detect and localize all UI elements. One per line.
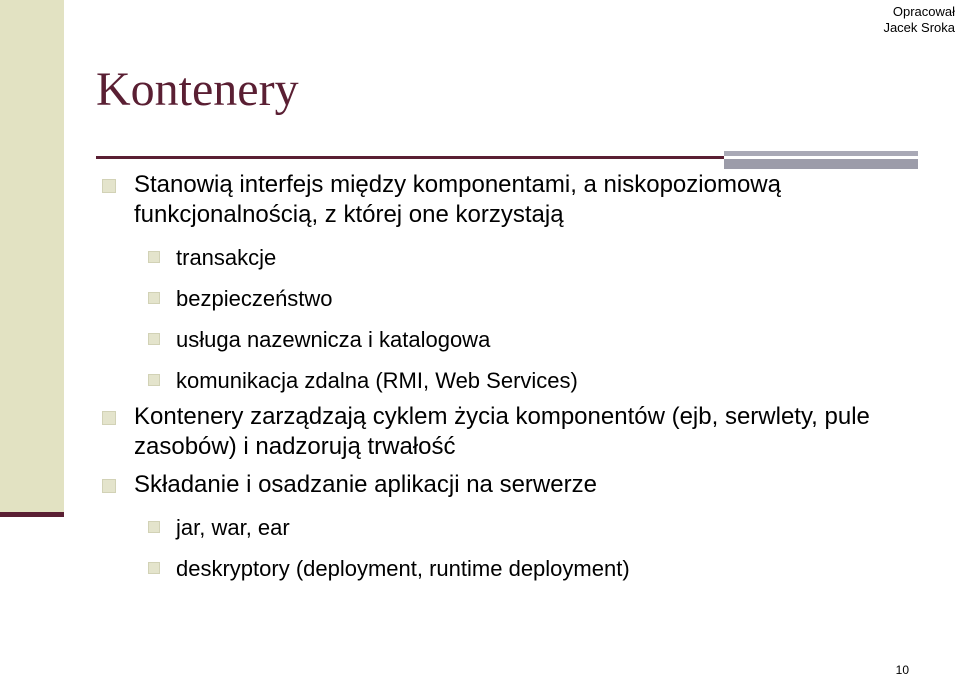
- sub-bullet-text: deskryptory (deployment, runtime deployment): [176, 556, 630, 581]
- square-bullet-icon: [148, 333, 160, 345]
- sub-bullet-item: [96, 367, 946, 394]
- square-bullet-icon: [102, 479, 116, 493]
- side-bar: [0, 0, 64, 516]
- side-bar-accent: [0, 512, 64, 517]
- square-bullet-icon: [148, 374, 160, 386]
- square-bullet-icon: [102, 179, 116, 193]
- sub-bullet-text: komunikacja zdalna (RMI, Web Services): [176, 368, 578, 393]
- square-bullet-icon: [102, 411, 116, 425]
- author-line-2: Jacek Sroka: [883, 20, 955, 35]
- sub-bullet-text: transakcje: [176, 245, 277, 270]
- title-underline-band: [724, 151, 918, 169]
- sub-bullet-item: [96, 514, 946, 541]
- square-bullet-icon: [148, 292, 160, 304]
- author-credit: [883, 4, 955, 36]
- bullet-text: Kontenery zarządzają cyklem życia komponentów (ejb, serwlety, pule zasobów) i nadzorują trwałość: [134, 403, 870, 460]
- sub-bullet-text: bezpieczeństwo: [176, 286, 333, 311]
- square-bullet-icon: [148, 521, 160, 533]
- sub-bullet-text: usługa nazewnicza i katalogowa: [176, 327, 491, 352]
- sub-bullet-item: [96, 555, 946, 582]
- bullet-list: [96, 170, 946, 582]
- page-number: 10: [895, 663, 909, 677]
- bullet-text: Składanie i osadzanie aplikacji na serwerze: [134, 471, 597, 498]
- slide-title: Kontenery: [96, 63, 299, 116]
- bullet-item: [96, 402, 946, 462]
- bullet-item: [96, 170, 946, 230]
- author-line-1: Opracował: [892, 4, 955, 19]
- square-bullet-icon: [148, 251, 160, 263]
- bullet-text: Stanowią interfejs między komponentami, a niskopoziomową funkcjonalnością, z której one korzystają: [134, 171, 781, 228]
- sub-bullet-item: [96, 326, 946, 353]
- square-bullet-icon: [148, 562, 160, 574]
- sub-bullet-item: [96, 285, 946, 312]
- sub-bullet-item: [96, 244, 946, 271]
- bullet-item: [96, 470, 946, 500]
- sub-bullet-text: jar, war, ear: [176, 515, 290, 540]
